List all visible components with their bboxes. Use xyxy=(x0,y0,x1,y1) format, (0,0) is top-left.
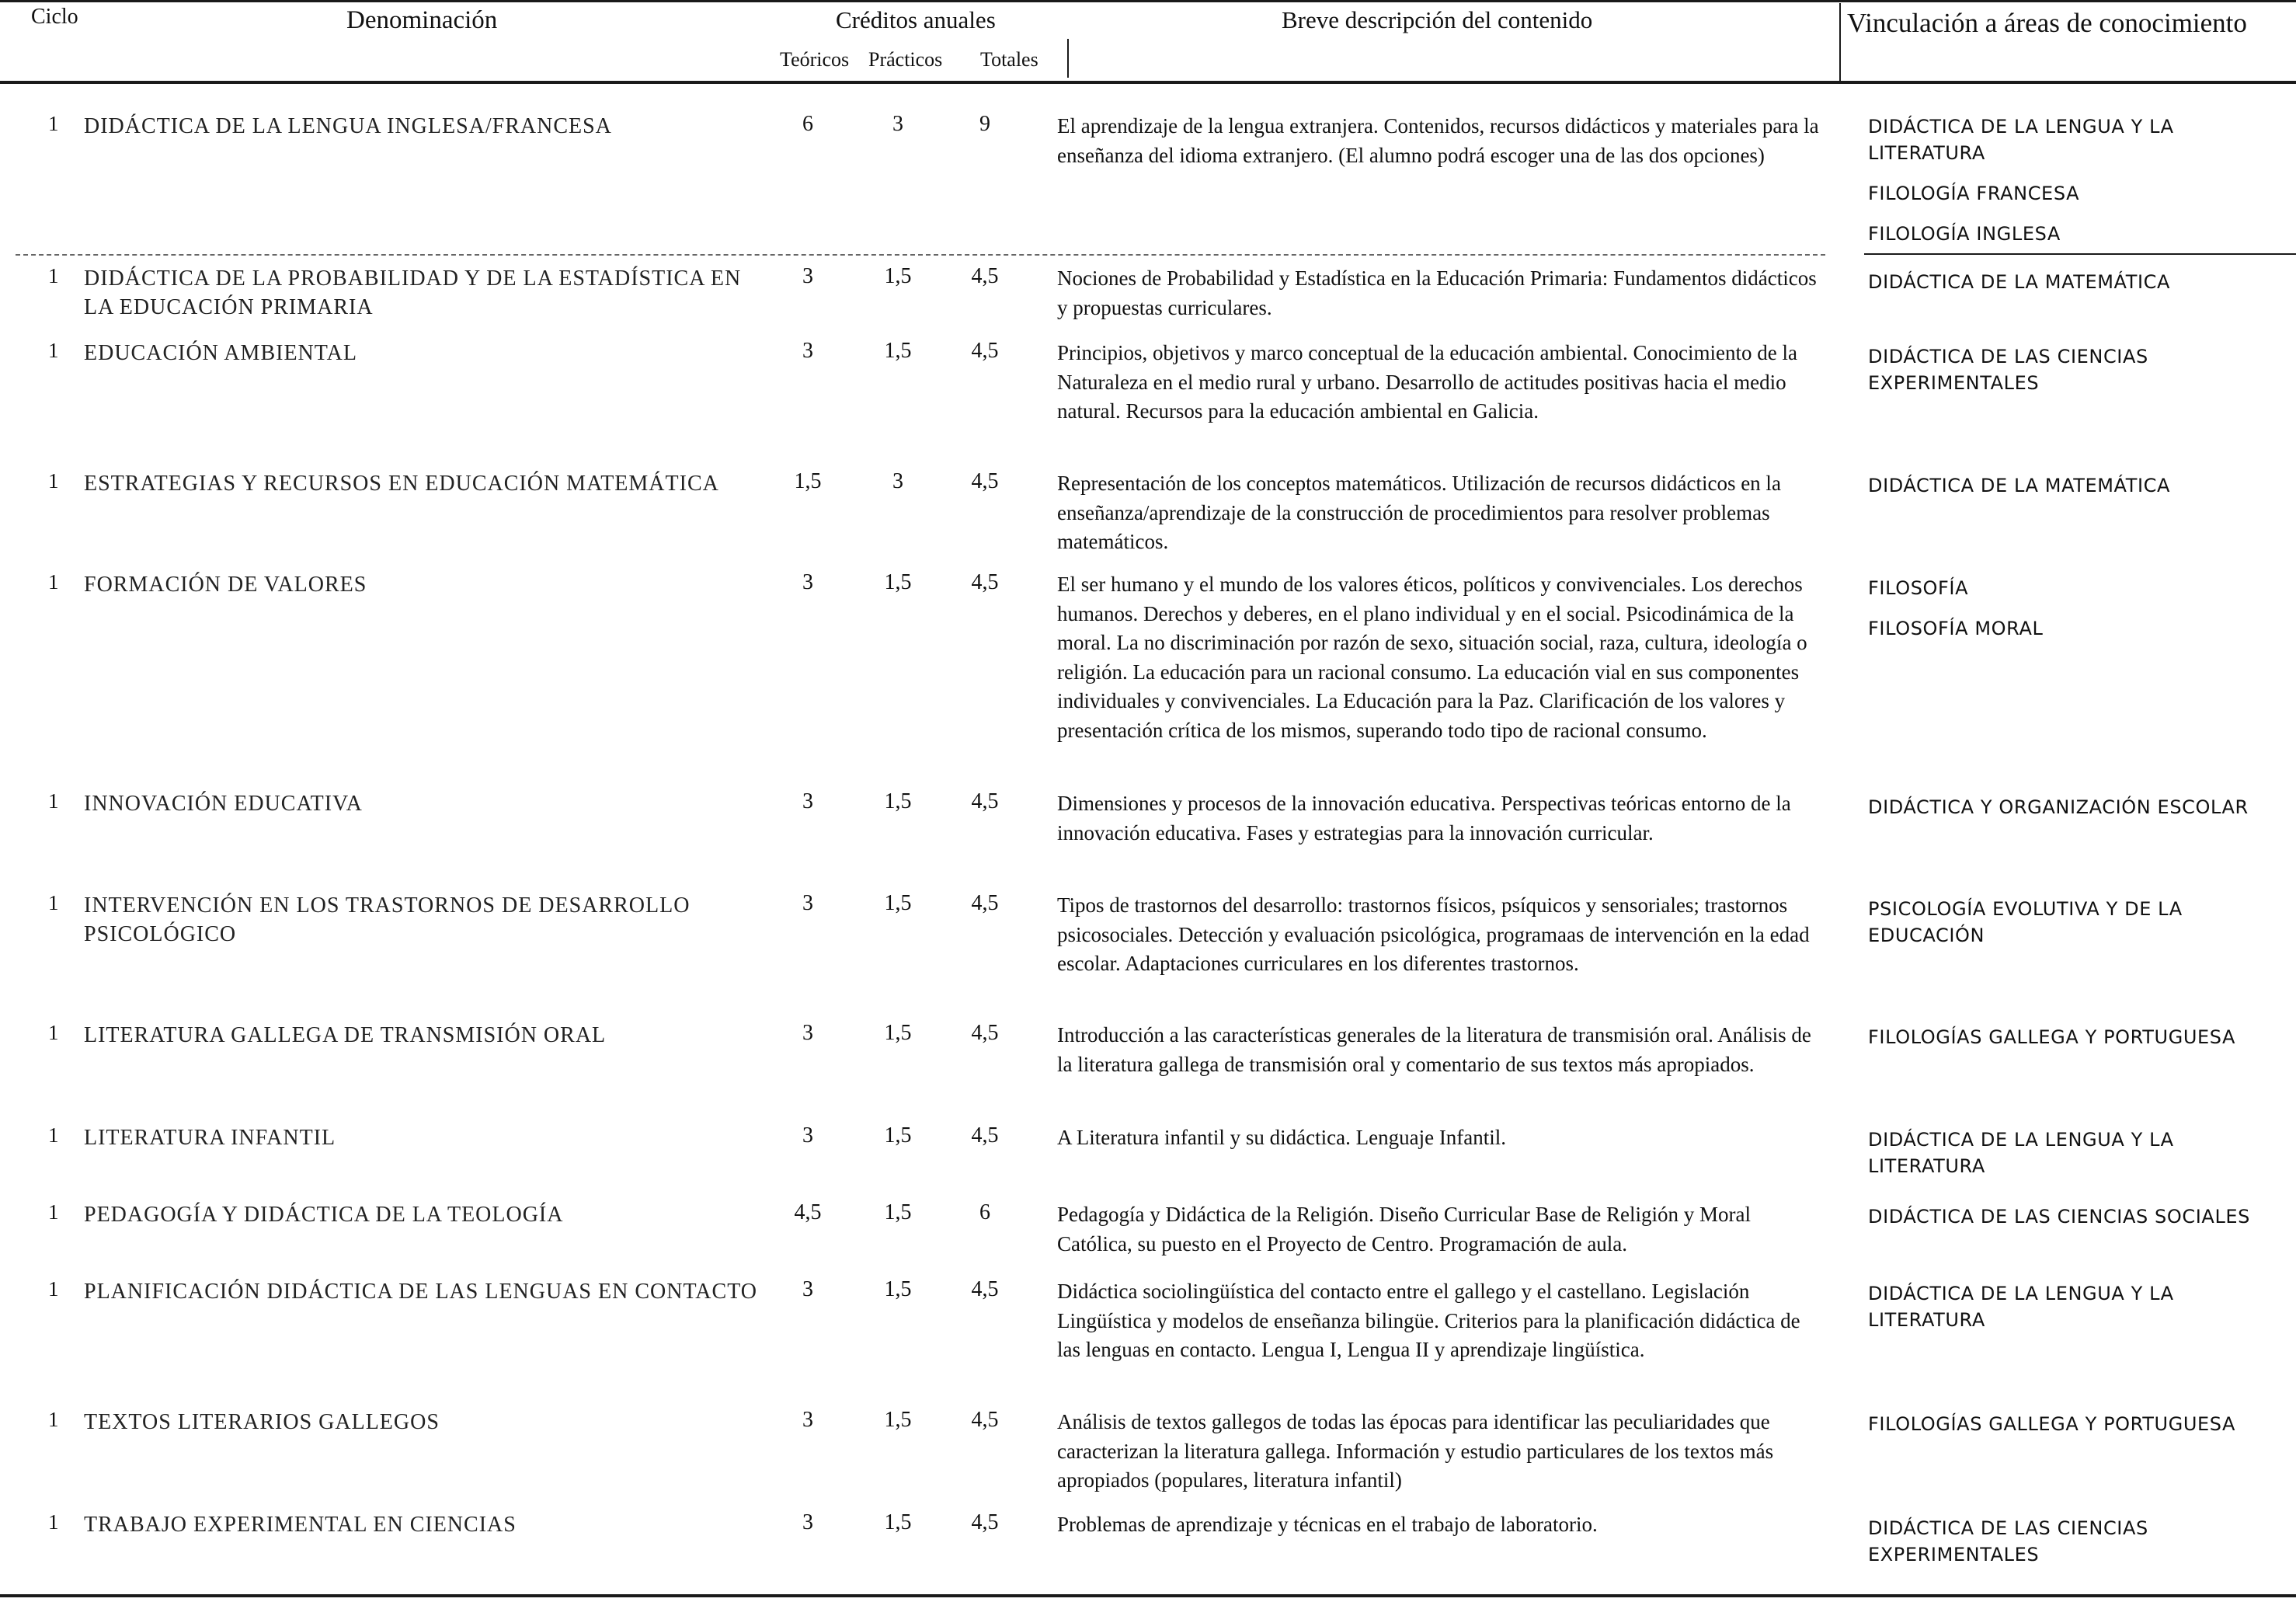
area-item: DIDÁCTICA DE LA LENGUA Y LA LITERATURA xyxy=(1868,1283,2174,1331)
denominacion-cell: INTERVENCIÓN EN LOS TRASTORNOS DE DESARROLLO PSICOLÓGICO xyxy=(84,893,691,946)
practicos-cell: 1,5 xyxy=(884,1123,912,1148)
ciclo-cell: 1 xyxy=(48,339,59,362)
header-ciclo: Ciclo xyxy=(31,5,78,29)
totales-cell: 4,5 xyxy=(971,1408,999,1432)
areas-cell xyxy=(1868,794,2287,834)
totales-cell: 4,5 xyxy=(971,264,999,288)
header-separator-2 xyxy=(1839,3,1841,81)
ciclo-cell: 1 xyxy=(48,1123,59,1147)
teoricos-cell: 3 xyxy=(802,1277,813,1301)
totales-cell: 4,5 xyxy=(971,789,999,813)
totales-cell: 4,5 xyxy=(971,891,999,915)
denominacion-cell: FORMACIÓN DE VALORES xyxy=(84,573,367,597)
practicos-cell: 1,5 xyxy=(884,1277,912,1301)
area-item: DIDÁCTICA DE LA LENGUA Y LA LITERATURA xyxy=(1868,1129,2174,1177)
section-separator-right xyxy=(1864,253,2296,255)
area-item: FILOLOGÍAS GALLEGA Y PORTUGUESA xyxy=(1868,1413,2236,1435)
header-vinculacion: Vinculación a áreas de conocimiento xyxy=(1847,8,2247,38)
ciclo-cell: 1 xyxy=(48,1200,59,1224)
denominacion-cell: DIDÁCTICA DE LA PROBABILIDAD Y DE LA ESTADÍSTICA EN LA EDUCACIÓN PRIMARIA xyxy=(84,266,742,319)
practicos-cell: 1,5 xyxy=(884,339,912,363)
ciclo-cell: 1 xyxy=(48,1277,59,1301)
areas-cell xyxy=(1868,113,2287,261)
denominacion-cell: PLANIFICACIÓN DIDÁCTICA DE LAS LENGUAS EN CONTACTO xyxy=(84,1280,758,1304)
practicos-cell: 3 xyxy=(892,469,903,493)
ciclo-cell: 1 xyxy=(48,264,59,287)
descripcion-cell: Problemas de aprendizaje y técnicas en el trabajo de laboratorio. xyxy=(1057,1513,1598,1536)
ciclo-cell: 1 xyxy=(48,1021,59,1044)
practicos-cell: 1,5 xyxy=(884,570,912,594)
descripcion-cell: Representación de los conceptos matemáticos. Utilización de recursos didácticos en la enseñanza/aprendizaje de la construcción de procedimientos para resolver problemas matemáticos. xyxy=(1057,472,1781,553)
descripcion-cell: Tipos de trastornos del desarrollo: trastornos físicos, psíquicos y sensoriales; trastornos psicosociales. Detección y evaluación psicológica, programaas de intervención en la edad escolar. Adaptaciones curriculares en los diferentes trastornos. xyxy=(1057,893,1810,975)
ciclo-cell: 1 xyxy=(48,891,59,914)
teoricos-cell: 3 xyxy=(802,339,813,363)
area-item: DIDÁCTICA Y ORGANIZACIÓN ESCOLAR xyxy=(1868,796,2249,818)
teoricos-cell: 6 xyxy=(802,112,813,136)
section-separator xyxy=(16,254,1825,256)
practicos-cell: 1,5 xyxy=(884,264,912,288)
practicos-cell: 1,5 xyxy=(884,789,912,813)
ciclo-cell: 1 xyxy=(48,570,59,594)
descripcion-cell: Pedagogía y Didáctica de la Religión. Diseño Curricular Base de Religión y Moral Católica, su puesto en el Proyecto de Centro. Programación de aula. xyxy=(1057,1203,1752,1255)
practicos-cell: 1,5 xyxy=(884,1021,912,1045)
area-item: DIDÁCTICA DE LA MATEMÁTICA xyxy=(1868,271,2171,293)
area-item: DIDÁCTICA DE LA LENGUA Y LA LITERATURA xyxy=(1868,116,2174,164)
bottom-rule xyxy=(0,1594,2296,1597)
denominacion-cell: INNOVACIÓN EDUCATIVA xyxy=(84,792,363,816)
teoricos-cell: 3 xyxy=(802,570,813,594)
totales-cell: 9 xyxy=(979,112,990,136)
denominacion-cell: TEXTOS LITERARIOS GALLEGOS xyxy=(84,1410,440,1434)
descripcion-cell: Principios, objetivos y marco conceptual de la educación ambiental. Conocimiento de la Naturaleza en el medio rural y urbano. Desarrollo de actitudes positivas hacia el medio natural. Recursos para la educación ambiental en Galicia. xyxy=(1057,341,1797,423)
descripcion-cell: El aprendizaje de la lengua extranjera. Contenidos, recursos didácticos y materiales para la enseñanza del idioma extranjero. (El alumno podrá escoger una de las dos opciones) xyxy=(1057,114,1819,167)
totales-cell: 4,5 xyxy=(971,1277,999,1301)
areas-cell xyxy=(1868,1024,2287,1064)
area-item: FILOLOGÍAS GALLEGA Y PORTUGUESA xyxy=(1868,1026,2236,1048)
header-bottom-rule xyxy=(0,81,2296,84)
practicos-cell: 1,5 xyxy=(884,891,912,915)
teoricos-cell: 1,5 xyxy=(794,469,822,493)
ciclo-cell: 1 xyxy=(48,112,59,135)
descripcion-cell: Nociones de Probabilidad y Estadística en la Educación Primaria: Fundamentos didácticos y propuestas curriculares. xyxy=(1057,266,1817,319)
practicos-cell: 1,5 xyxy=(884,1200,912,1224)
area-item: DIDÁCTICA DE LAS CIENCIAS SOCIALES xyxy=(1868,1206,2251,1228)
denominacion-cell: DIDÁCTICA DE LA LENGUA INGLESA/FRANCESA xyxy=(84,114,612,138)
area-item: PSICOLOGÍA EVOLUTIVA Y DE LA EDUCACIÓN xyxy=(1868,898,2183,946)
teoricos-cell: 3 xyxy=(802,1408,813,1432)
header-denominacion: Denominación xyxy=(346,6,498,34)
denominacion-cell: EDUCACIÓN AMBIENTAL xyxy=(84,341,357,365)
areas-cell xyxy=(1868,1127,2287,1193)
totales-cell: 4,5 xyxy=(971,570,999,594)
descripcion-cell: A Literatura infantil y su didáctica. Lenguaje Infantil. xyxy=(1057,1126,1507,1149)
teoricos-cell: 3 xyxy=(802,1123,813,1148)
totales-cell: 4,5 xyxy=(971,1021,999,1045)
denominacion-cell: TRABAJO EXPERIMENTAL EN CIENCIAS xyxy=(84,1513,517,1537)
totales-cell: 4,5 xyxy=(971,469,999,493)
header-descripcion: Breve descripción del contenido xyxy=(1282,6,1593,33)
practicos-cell: 1,5 xyxy=(884,1510,912,1534)
area-item: FILOSOFÍA MORAL xyxy=(1868,618,2044,639)
areas-cell xyxy=(1868,472,2287,513)
header-practicos: Prácticos xyxy=(868,48,943,71)
top-rule xyxy=(0,0,2296,2)
denominacion-cell: LITERATURA INFANTIL xyxy=(84,1126,336,1150)
ciclo-cell: 1 xyxy=(48,469,59,493)
descripcion-cell: Didáctica sociolingüística del contacto entre el gallego y el castellano. Legislación Lingüística y modelos de enseñanza bilingüe. Criterios para la planificación didáctica de las lenguas en contacto. Lengua I, Lengua II y aprendizaje lingüística. xyxy=(1057,1280,1800,1361)
areas-cell xyxy=(1868,896,2287,963)
areas-cell xyxy=(1868,269,2287,309)
area-item: FILOLOGÍA INGLESA xyxy=(1868,223,2061,245)
header-separator-1 xyxy=(1067,39,1069,78)
areas-cell xyxy=(1868,1203,2287,1244)
area-item: DIDÁCTICA DE LAS CIENCIAS EXPERIMENTALES xyxy=(1868,1517,2148,1565)
area-item: DIDÁCTICA DE LA MATEMÁTICA xyxy=(1868,475,2171,496)
teoricos-cell: 3 xyxy=(802,1021,813,1045)
areas-cell xyxy=(1868,1515,2287,1582)
descripcion-cell: El ser humano y el mundo de los valores éticos, políticos y convivenciales. Los derechos humanos. Derechos y deberes, en el plano individual y en el social. Psicodinámica de la moral. La no discriminación por razón de sexo, situación social, raza, cultura, ideología o religión. La educación para un racional consumo. La educación vial en sus componentes individuales y convivenciales. La Educación para la Paz. Clarificación de los valores y presentación crítica de los mismos, superando todo tipo de racional consumo. xyxy=(1057,573,1807,742)
descripcion-cell: Análisis de textos gallegos de todas las épocas para identificar las peculiaridades que caracterizan la literatura gallega. Información y estudio particulares de los textos más apropiados (populares, literatura infantil) xyxy=(1057,1410,1774,1492)
totales-cell: 4,5 xyxy=(971,339,999,363)
teoricos-cell: 4,5 xyxy=(794,1200,822,1224)
ciclo-cell: 1 xyxy=(48,789,59,813)
denominacion-cell: ESTRATEGIAS Y RECURSOS EN EDUCACIÓN MATEMÁTICA xyxy=(84,472,719,496)
practicos-cell: 1,5 xyxy=(884,1408,912,1432)
denominacion-cell: LITERATURA GALLEGA DE TRANSMISIÓN ORAL xyxy=(84,1023,607,1047)
descripcion-cell: Dimensiones y procesos de la innovación educativa. Perspectivas teóricas entorno de la innovación educativa. Fases y estrategias para la innovación curricular. xyxy=(1057,792,1791,845)
teoricos-cell: 3 xyxy=(802,789,813,813)
totales-cell: 4,5 xyxy=(971,1510,999,1534)
areas-cell xyxy=(1868,1411,2287,1451)
header-totales: Totales xyxy=(980,48,1038,71)
teoricos-cell: 3 xyxy=(802,1510,813,1534)
header-teoricos: Teóricos xyxy=(780,48,850,71)
teoricos-cell: 3 xyxy=(802,264,813,288)
area-item: DIDÁCTICA DE LAS CIENCIAS EXPERIMENTALES xyxy=(1868,346,2148,394)
areas-cell xyxy=(1868,343,2287,410)
areas-cell xyxy=(1868,1280,2287,1347)
teoricos-cell: 3 xyxy=(802,891,813,915)
totales-cell: 6 xyxy=(979,1200,990,1224)
denominacion-cell: PEDAGOGÍA Y DIDÁCTICA DE LA TEOLOGÍA xyxy=(84,1203,564,1227)
area-item: FILOLOGÍA FRANCESA xyxy=(1868,183,2080,204)
ciclo-cell: 1 xyxy=(48,1510,59,1534)
totales-cell: 4,5 xyxy=(971,1123,999,1148)
header-creditos: Créditos anuales xyxy=(836,6,996,33)
ciclo-cell: 1 xyxy=(48,1408,59,1431)
areas-cell xyxy=(1868,575,2287,656)
practicos-cell: 3 xyxy=(892,112,903,136)
descripcion-cell: Introducción a las características generales de la literatura de transmisión oral. Análisis de la literatura gallega de transmisión oral y comentario de sus textos más apropiados. xyxy=(1057,1023,1811,1076)
area-item: FILOSOFÍA xyxy=(1868,577,1969,599)
